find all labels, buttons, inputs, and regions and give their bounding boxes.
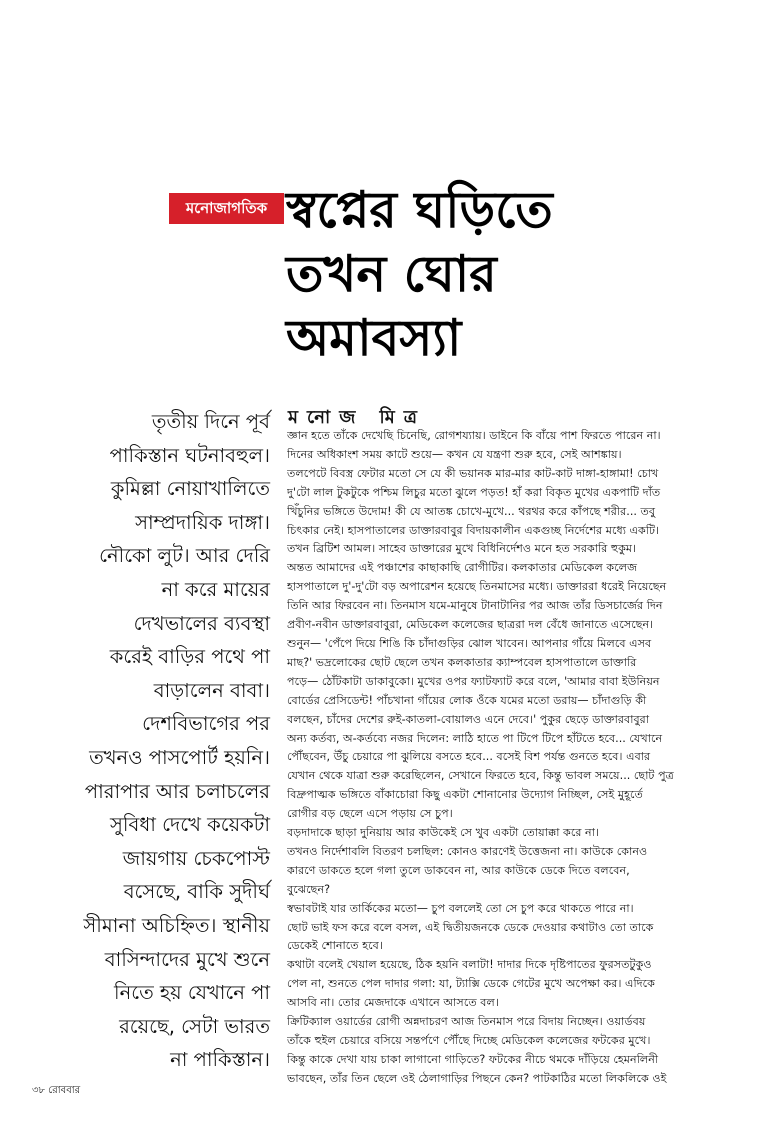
body-line: যেখান থেকে যাত্রা শুরু করেছিলেন, সেখানে ফিরতে হবে, কিন্তু ভাবল সময়ে... ছোট পুত্র	[287, 769, 674, 783]
title-line: অমাবস্যা	[286, 309, 462, 367]
body-line: ছোট ভাই ফস করে বলে বসল, এই দ্বিতীয়জনকে ডেকে দেওয়ার কথাটাও তো তাকে	[287, 920, 654, 934]
pull-quote-line: নিতে হয় যেখানে পা	[114, 981, 270, 1005]
body-line: দিনের অধিকাংশ সময় কাটে শুয়ে— কখন যে যন্ত্রণা শুরু হবে, সেই আশঙ্কায়।	[287, 447, 622, 461]
body-line: পৌঁছবেন, উঁচু চেয়ারে পা ঝুলিয়ে বসতে হবে... বসেই বিশ পর্যন্ত গুনতে হবে। এবার	[287, 750, 651, 764]
body-line: প্রবীণ-নবীন ডাক্তারবাবুরা, মেডিকেল কলেজের ছাত্ররা দল বেঁধে জানাতে এসেছেন।	[287, 618, 654, 632]
pull-quote-line: কুমিল্লা নোয়াখালিতে	[110, 477, 270, 501]
pull-quote-line: তখনও পাসপোর্ট হয়নি।	[89, 745, 270, 769]
body-line: কারণে ডাকতে হলে গলা তুলে ডাকবেন না, আর কাউকে ডেকে দিতে বলবেন,	[287, 863, 630, 877]
body-line: তাঁকে হুইল চেয়ারে বসিয়ে সন্তর্পণে পৌঁছে দিচ্ছে মেডিকেল কলেজের ফটকের মুখে।	[287, 1034, 651, 1047]
author-byline: মনোজ মিত্র	[288, 407, 426, 428]
body-line: তখন ব্রিটিশ আমল। সাহেব ডাক্তারের মুখে বিধিনির্দেশও মনে হত সরকারি হুকুম।	[287, 542, 637, 556]
body-line: ডেকেই শোনাতে হবে।	[287, 939, 383, 953]
body-line: স্বভাবটাই যার তার্কিকের মতো— চুপ বললেই তো সে চুপ করে থাকতে পারে না।	[287, 901, 634, 915]
pull-quote-line: নৌকো লুট। আর দেরি	[99, 544, 270, 568]
body-line: পড়ে— ঠোঁটকাটা ডাকাবুকো। মুখের ওপর ফ্যাটফ্যাট করে বলে, 'আমার বাবা ইউনিয়ন	[287, 674, 660, 688]
body-line: অন্তত আমাদের এই পঞ্চাশের কাছাকাছি রোগীটির। কলকাতার মেডিকেল কলেজ	[287, 561, 638, 575]
pull-quote-line: না পাকিস্তান।	[170, 1048, 270, 1072]
article-title	[286, 178, 756, 370]
article-body	[287, 427, 747, 1089]
body-line: অন্য কর্তব্য, অ-কর্তব্যে নজর দিলেন: লাঠি হাতে পা টিপে টিপে হাঁটতে হবে... যেখানে	[287, 731, 663, 745]
body-line: বুঝেছেন?	[287, 882, 331, 896]
body-line: তখনও নির্দেশাবলি বিতরণ চলছিল: কোনও কারণেই উত্তেজনা না। কাউকে কোনও	[287, 844, 648, 858]
pull-quote-line: দেশবিভাগের পর	[142, 712, 270, 736]
body-line: জ্ঞান হতে তাঁকে দেখেছি চিনেছি, রোগশয্যায়। ডাইনে কি বাঁয়ে পাশ ফিরতে পারেন না।	[287, 429, 661, 442]
body-line: আসবি না। তোর মেজদাকে এখানে আসতে বল।	[287, 996, 499, 1010]
pull-quote-line: বসেছে, বাকি সুদীর্ঘ	[123, 880, 270, 904]
pull-quote-line: বাসিন্দাদের মুখে শুনে	[104, 947, 270, 971]
body-line: চিৎকার নেই। হাসপাতালের ডাক্তারবাবুর বিদায়কালীন একগুচ্ছ নির্দেশের মধ্যে একটি।	[287, 523, 660, 537]
body-line: দু'টো লাল টুকটুকে পশ্চিম লিচুর মতো ঝুলে পড়ত! হাঁ করা বিকৃত মুখের একপাটি দাঁত	[287, 485, 661, 499]
body-line: বলছেন, চাঁদের দেশের রুই-কাতলা-বোয়ালও এনে দেবে।' পুকুর ছেড়ে ডাক্তারবাবুরা	[287, 712, 650, 726]
pull-quote-line: তৃতীয় দিনে পূর্ব	[151, 410, 270, 433]
pull-quote-line: সুবিধা দেখে কয়েকটা	[110, 813, 270, 837]
body-line: হাসপাতালে দু'-দু'টো বড় অপারেশন হয়েছে তিনমাসের মধ্যে। ডাক্তাররা ধরেই নিয়েছেন	[287, 580, 667, 594]
body-line: রোগীর বড় ছেলে এসে পড়ায় সে চুপ।	[287, 807, 453, 821]
body-line: কথাটা বলেই খেয়াল হয়েছে, ঠিক হয়নি বলাটা! দাদার দিকে দৃষ্টিপাতের ফুরসতটুকুও	[287, 958, 652, 972]
body-line: কিন্তু কাকে দেখা যায় চাকা লাগানো গাড়িতে? ফটকের নীচে থমকে দাঁড়িয়ে হেমনলিনী	[287, 1052, 659, 1066]
pull-quote-line: করেই বাড়ির পথে পা	[109, 645, 270, 669]
pull-quote-line: পারাপার আর চলাচলের	[84, 779, 270, 803]
body-line: বড়দাদাকে ছাড়া দুনিয়ায় আর কাউকেই সে খুব একটা তোয়াক্কা করে না।	[287, 826, 599, 840]
pull-quote-line: রয়েছে, সেটা ভারত	[119, 1014, 270, 1038]
pull-quote-line: সীমানা অচিহ্নিত। স্থানীয়	[83, 913, 270, 937]
pull-quote-line: না করে মায়ের	[161, 577, 270, 601]
pull-quote-line: দেখভালের ব্যবস্থা	[133, 611, 270, 635]
title-line: তখন ঘোর	[286, 245, 497, 303]
body-line: তলপেটে বিবস্ত্র ফেটার মতো সে যে কী ভয়ানক মার-মার কাট-কাট দাঙ্গা-হাঙ্গামা! চোখ	[287, 466, 659, 480]
body-line: খিঁচুনির ভঙ্গিতে উদোম! কী যে আতঙ্ক চোখে-মুখে... থরথর করে কাঁপছে শরীর... তবু	[287, 504, 656, 518]
body-line: ভাবছেন, তাঁর তিন ছেলে ওই ঠেলাগাড়ির পিছনে কেন? পাটকাঠির মতো লিকলিকে ওই	[287, 1071, 667, 1085]
pull-quote-line: জায়গায় চেকপোস্ট	[122, 846, 270, 870]
body-line: মাছ?' ভদ্রলোকের ছোট ছেলে তখন কলকাতার ক্যাম্পবেল হাসপাতালে ডাক্তারি	[287, 655, 637, 669]
page-footer: ৩৮ রোববার	[32, 1085, 81, 1096]
pull-quote-line: বাড়ালেন বাবা।	[153, 678, 270, 702]
title-line: স্বপ্নের ঘড়িতে	[286, 181, 553, 239]
body-line: বিদ্রুপাত্মক ভঙ্গিতে বাঁকাচোরা কিছু একটা শোনানোর উদ্যোগ নিচ্ছিল, সেই মুহূর্তে	[287, 788, 643, 802]
body-line: পেল না, শুনতে পেল দাদার গলা: যা, ট্যাক্সি ডেকে গেটের মুখে অপেক্ষা কর। এদিকে	[287, 977, 655, 991]
body-line: বোর্ডের প্রেসিডেন্ট! পাঁচখানা গাঁয়ের লোক ওঁকে যমের মতো ডরায়— চাঁদাগুড়ি কী	[287, 693, 647, 707]
pull-quote	[80, 405, 270, 1077]
pull-quote-line: পাকিস্তান ঘটনাবহুল।	[109, 443, 270, 467]
section-tag: মনোজাগতিক	[169, 193, 284, 224]
body-line: তিনি আর ফিরবেন না। তিনমাস যমে-মানুষে টানাটানির পর আজ তাঁর ডিসচার্জের দিন	[287, 599, 663, 613]
body-line: শুনুন— 'পেঁপে দিয়ে শিঙি কি চাঁদাগুড়ির ঝোল খাবেন। আপনার গাঁয়ে মিলবে এসব	[287, 636, 652, 650]
body-line: ক্রিটিক্যাল ওয়ার্ডের রোগী অন্নদাচরণ আজ তিনমাস পরে বিদায় নিচ্ছেন। ওয়ার্ডবয়	[287, 1015, 646, 1029]
pull-quote-line: সাম্প্রদায়িক দাঙ্গা।	[135, 510, 270, 534]
